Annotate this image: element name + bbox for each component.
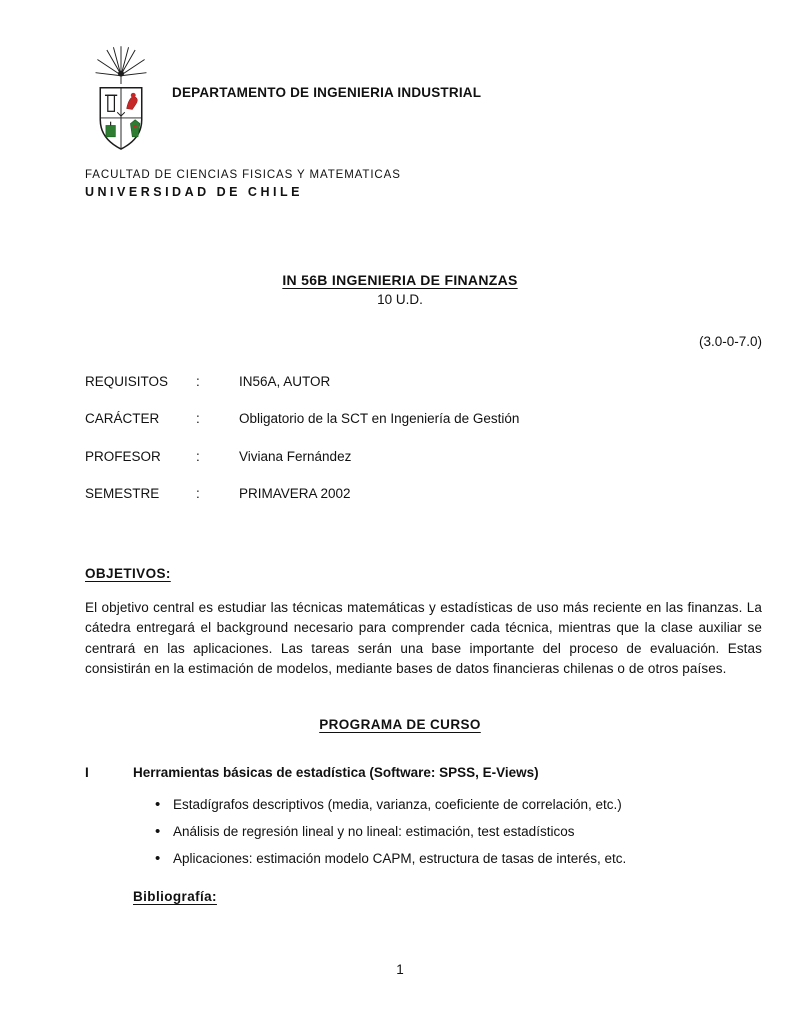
detail-row-caracter — [85, 412, 762, 427]
topic-item: • Análisis de regresión lineal y no lineal: estimación, test estadísticos — [153, 822, 762, 842]
topic-item: • Estadígrafos descriptivos (media, varianza, coeficiente de correlación, etc.) — [153, 795, 762, 815]
detail-value: IN56A, AUTOR — [239, 374, 331, 389]
bibliography-heading: Bibliografía: — [133, 889, 217, 905]
detail-label: REQUISITOS — [85, 374, 169, 389]
detail-label: PROFESOR — [85, 448, 161, 464]
detail-separator: : — [196, 374, 200, 389]
section-title: Herramientas básicas de estadística (Software: SPSS, E-Views) — [133, 765, 539, 781]
department-title: DEPARTAMENTO DE INGENIERIA INDUSTRIAL — [172, 85, 482, 100]
course-title: IN 56B INGENIERIA DE FINANZAS — [282, 272, 518, 288]
university-title: UNIVERSIDAD DE CHILE — [85, 185, 303, 199]
page-number: 1 — [396, 962, 404, 977]
program-section-1 — [85, 765, 762, 780]
section-number: I — [85, 765, 89, 781]
detail-row-semestre — [85, 487, 762, 502]
topic-item: • Aplicaciones: estimación modelo CAPM, estructura de tasas de interés, etc. — [153, 849, 762, 869]
detail-separator: : — [196, 448, 200, 464]
objectives-paragraph: El objetivo central es estudiar las técnicas matemáticas y estadísticas de uso más reciente en las finanzas. La cátedra entregará el background necesario para comprender cada técnica, mientras que la clase auxiliar se centrará en las aplicaciones. Las tareas serán una base importante del proceso de evaluación. Estas consistirán en la estimación de modelos, mediante bases de datos financieras chilenas o de otros países. — [85, 599, 762, 676]
program-heading: PROGRAMA DE CURSO — [319, 717, 481, 733]
program-topic-list — [153, 795, 762, 868]
detail-label: SEMESTRE — [85, 486, 160, 502]
detail-label: CARÁCTER — [85, 411, 160, 427]
course-details — [85, 375, 762, 502]
course-ud: 10 U.D. — [377, 292, 423, 307]
detail-row-requisitos — [85, 375, 762, 390]
detail-value: Obligatorio de la SCT en Ingeniería de Gestión — [239, 411, 520, 427]
course-credits: (3.0-0-7.0) — [698, 334, 762, 349]
detail-value: PRIMAVERA 2002 — [239, 486, 351, 502]
university-crest-icon — [88, 45, 154, 155]
university-logo — [88, 45, 154, 155]
document-header — [85, 45, 762, 155]
objectives-heading: OBJETIVOS: — [85, 565, 171, 581]
detail-value: Viviana Fernández — [239, 448, 352, 464]
faculty-title: FACULTAD DE CIENCIAS FISICAS Y MATEMATICAS — [85, 169, 401, 181]
detail-row-profesor — [85, 450, 762, 465]
detail-separator: : — [196, 411, 200, 427]
detail-separator: : — [196, 486, 200, 502]
